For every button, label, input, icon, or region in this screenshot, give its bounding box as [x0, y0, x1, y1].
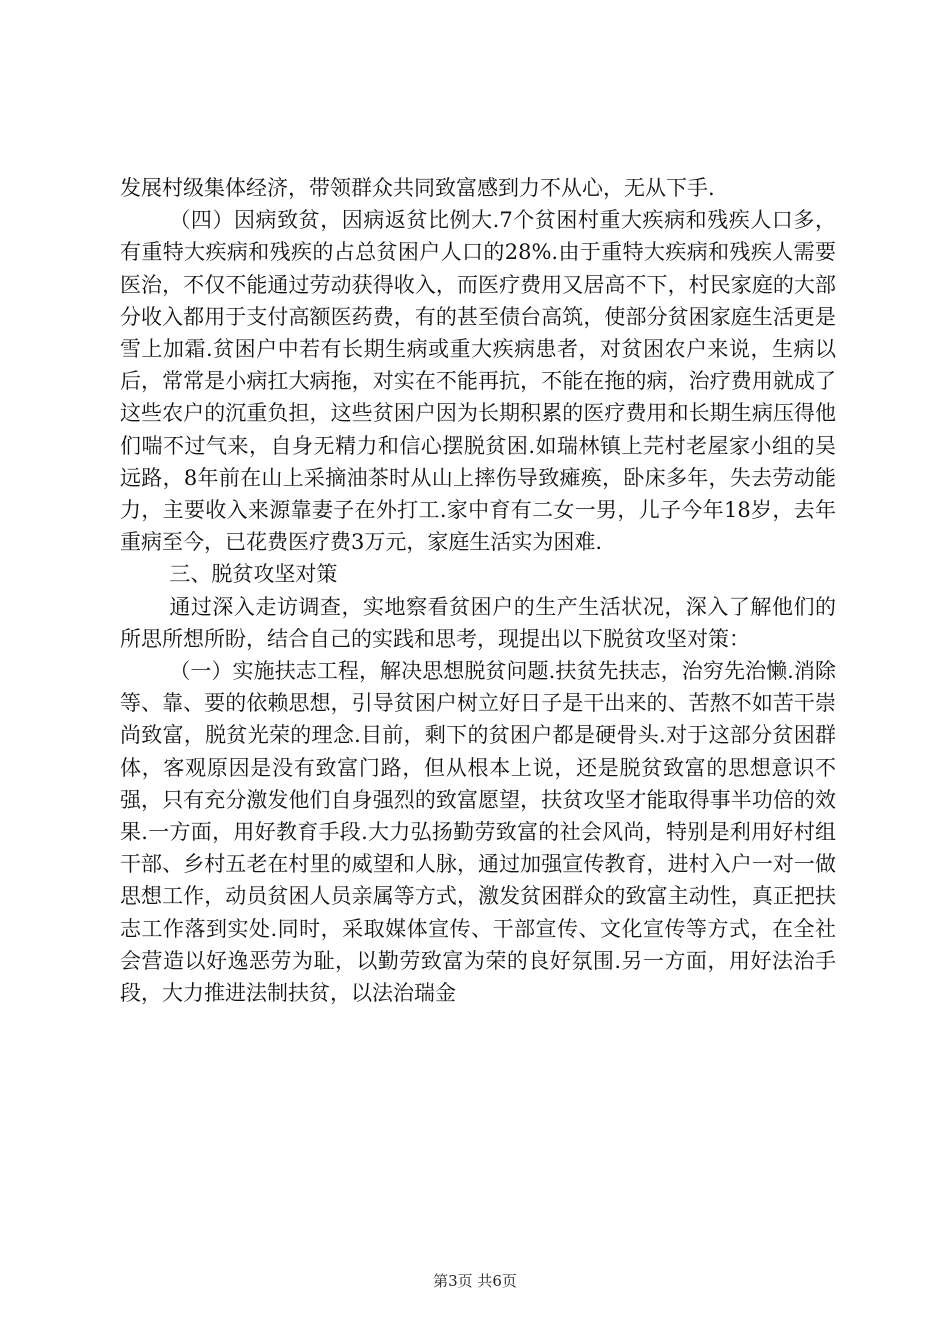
paragraph-continuation: 发展村级集体经济，带领群众共同致富感到力不从心，无从下手.	[120, 176, 715, 200]
paragraph-countermeasures-intro: 通过深入走访调查，实地察看贫困户的生产生活状况，深入了解他们的所思所想所盼，结合自己的实践和思考，现提出以下脱贫攻坚对策：	[120, 594, 836, 651]
paragraph-aspiration-project: （一）实施扶志工程，解决思想脱贫问题.扶贫先扶志，治穷先治懒.消除等、靠、要的依赖思想，引导贫困户树立好日子是干出来的、苦熬不如苦干崇尚致富，脱贫光荣的理念.目前，剩下的贫困户都是硬骨头.对于这部分贫困群体，客观原因是没有致富门路，但从根本上说，还是脱贫致富的思想意识不强，只有充分激发他们自身强烈的致富愿望，扶贫攻坚才能取得事半功倍的效果.一方面，用好教育手段.大力弘扬勤劳致富的社会风尚，特别是利用好村组干部、乡村五老在村里的威望和人脉，通过加强宣传教育，进村入户一对一做思想工作，动员贫困人员亲属等方式，激发贫困群众的致富主动性，真正把扶志工作落到实处.同时，采取媒体宣传、干部宣传、文化宣传等方式，在全社会营造以好逸恶劳为耻，以勤劳致富为荣的良好氛围.另一方面，用好法治手段，大力推进法制扶贫，以法治瑞金	[120, 659, 836, 1006]
section-heading-countermeasures: 三、脱贫攻坚对策	[169, 562, 338, 587]
paragraph-illness-poverty: （四）因病致贫，因病返贫比例大.7个贫困村重大疾病和残疾人口多，有重特大疾病和残疾的占总贫困户人口的28%.由于重特大疾病和残疾人需要医治，不仅不能通过劳动获得收入，而医疗费用又居高不下，村民家庭的大部分收入都用于支付高额医药费，有的甚至债台高筑，使部分贫困家庭生活更是雪上加霜.贫困户中若有长期生病或重大疾病患者，对贫困农户来说，生病以后，常常是小病扛大病拖，对实在不能再抗，不能在拖的病，治疗费用就成了这些农户的沉重负担，这些贫困户因为长期积累的医疗费用和长期生病压得他们喘不过气来，自身无精力和信心摆脱贫困.如瑞林镇上芫村老屋家小组的吴远路，8年前在山上采摘油茶时从山上摔伤导致瘫痪，卧床多年，失去劳动能力，主要收入来源靠妻子在外打工.家中育有二女一男，儿子今年18岁，去年重病至今，已花费医疗费3万元，家庭生活实为困难.	[120, 208, 836, 555]
document-body	[120, 172, 836, 1009]
page-number-footer: 第3页 共6页	[433, 1272, 517, 1290]
